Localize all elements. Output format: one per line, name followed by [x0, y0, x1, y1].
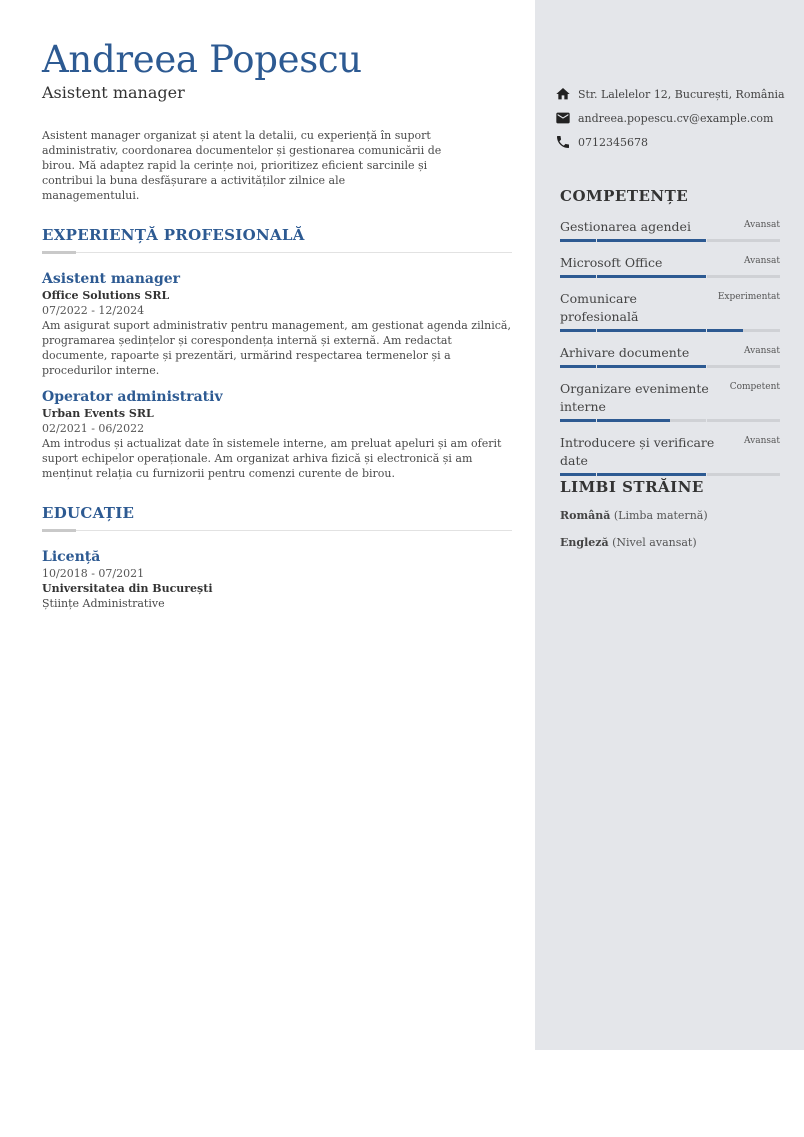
skill-name: Organizare evenimente interne: [560, 381, 709, 414]
contact-info: [555, 82, 795, 154]
skill-bar-segment: [670, 239, 706, 242]
skill-item: [560, 380, 780, 422]
skill-level-bar: [560, 239, 780, 242]
skill-bar-segment: [560, 239, 596, 242]
job-title: Asistent manager: [42, 83, 185, 102]
skills-section: [560, 186, 780, 476]
education-entry: [42, 548, 512, 611]
skill-level-bar: [560, 275, 780, 278]
skill-bar-segment: [597, 239, 633, 242]
skill-level-bar: [560, 419, 780, 422]
email-text[interactable]: andreea.popescu.cv@example.com: [578, 111, 774, 125]
skill-name: Comunicare profesională: [560, 291, 639, 324]
skill-bar-segment: [707, 239, 743, 242]
language-name: Engleză: [560, 536, 609, 549]
section-divider: [42, 251, 512, 254]
mail-icon: [555, 110, 571, 126]
skill-bar-segment: [670, 419, 706, 422]
section-title-skills: COMPETENȚE: [560, 187, 689, 205]
skill-bar-segment: [670, 365, 706, 368]
main-column: [42, 38, 512, 611]
experience-entry: [42, 270, 512, 378]
skill-level: Avansat: [744, 346, 780, 356]
skill-bar-segment: [560, 275, 596, 278]
skill-bar-segment: [707, 329, 743, 332]
skill-bar-segment: [743, 329, 779, 332]
skill-level-bar: [560, 473, 780, 476]
skill-header: [560, 380, 780, 416]
skill-level: Avansat: [744, 256, 780, 266]
section-title-languages: LIMBI STRĂINE: [560, 478, 704, 496]
skill-level: Avansat: [744, 220, 780, 230]
skill-item: [560, 254, 780, 278]
skill-bar-segment: [597, 473, 633, 476]
skill-name: Arhivare documente: [560, 345, 690, 360]
skills-list: [560, 218, 780, 476]
skill-bar-segment: [670, 329, 706, 332]
experience-company: Urban Events SRL: [42, 407, 154, 420]
experience-dates: 07/2022 - 12/2024: [42, 304, 145, 317]
language-level: (Nivel avansat): [612, 536, 697, 549]
skill-header: [560, 218, 780, 236]
language-name: Română: [560, 509, 611, 522]
skill-bar-segment: [597, 329, 633, 332]
address-text: Str. Lalelelor 12, București, România: [578, 87, 785, 101]
education-institution: Universitatea din București: [42, 582, 213, 595]
education-degree: Licență: [42, 549, 101, 565]
skill-bar-segment: [707, 275, 743, 278]
skill-bar-segment: [633, 329, 669, 332]
skill-bar-segment: [560, 329, 596, 332]
skill-header: [560, 434, 780, 470]
profile-summary: Asistent manager organizat și atent la detalii, cu experiență în suport administrativ, coordonarea documentelor și gestionarea comunicării de birou. Mă adaptez rapid la cerințe noi, prioritizez eficient sarcinile și contribui la buna desfășurare a activităților zilnice ale managementului.: [42, 129, 442, 202]
languages-section: [560, 477, 780, 551]
skill-bar-segment: [633, 239, 669, 242]
experience-description: Am introdus și actualizat date în sistemele interne, am preluat apeluri și am oferit suport echipelor operaționale. Am organizat arhiva fizică și electronică și am menținut relația cu furnizorii pentru comenzi curente de birou.: [42, 437, 502, 480]
skill-level: Competent: [729, 382, 780, 392]
skill-bar-segment: [743, 473, 779, 476]
skill-header: [560, 344, 780, 362]
skill-item: [560, 290, 780, 332]
skill-bar-segment: [597, 365, 633, 368]
candidate-name: Andreea Popescu: [42, 38, 362, 81]
sidebar: [535, 0, 804, 1050]
skill-bar-segment: [670, 473, 706, 476]
skill-bar-segment: [743, 275, 779, 278]
skill-bar-segment: [560, 419, 596, 422]
skill-bar-segment: [743, 419, 779, 422]
contact-phone[interactable]: [555, 130, 795, 154]
experience-section: [42, 225, 512, 481]
skill-bar-segment: [670, 275, 706, 278]
skill-level-bar: [560, 365, 780, 368]
skill-name: Microsoft Office: [560, 255, 663, 270]
experience-role: Operator administrativ: [42, 389, 223, 405]
skill-bar-segment: [707, 473, 743, 476]
language-item: [560, 534, 780, 551]
experience-company: Office Solutions SRL: [42, 289, 170, 302]
education-section: [42, 503, 512, 611]
skill-name: Gestionarea agendei: [560, 219, 691, 234]
skill-bar-segment: [633, 275, 669, 278]
phone-text[interactable]: 0712345678: [578, 135, 648, 149]
language-item: [560, 507, 780, 524]
skill-item: [560, 218, 780, 242]
skill-bar-segment: [597, 419, 633, 422]
section-title-education: EDUCAȚIE: [42, 504, 135, 522]
education-dates: 10/2018 - 07/2021: [42, 567, 145, 580]
skill-level-bar: [560, 329, 780, 332]
skill-bar-segment: [707, 419, 743, 422]
skill-bar-segment: [633, 473, 669, 476]
contact-address: [555, 82, 795, 106]
experience-dates: 02/2021 - 06/2022: [42, 422, 145, 435]
skill-bar-segment: [743, 365, 779, 368]
section-divider: [42, 529, 512, 532]
skill-bar-segment: [560, 473, 596, 476]
experience-entry: [42, 388, 512, 481]
skill-item: [560, 344, 780, 368]
skill-bar-segment: [560, 365, 596, 368]
skill-level: Avansat: [744, 436, 780, 446]
home-icon: [555, 86, 571, 102]
skill-bar-segment: [597, 275, 633, 278]
skill-bar-segment: [707, 365, 743, 368]
experience-description: Am asigurat suport administrativ pentru management, am gestionat agenda zilnică, programarea ședințelor și corespondența internă și externă. Am redactat documente, rapoarte și prezentări, urmărind respectarea termenelor și a procedurilor interne.: [42, 319, 511, 377]
education-field: Științe Administrative: [42, 597, 165, 610]
skill-bar-segment: [633, 419, 669, 422]
skill-name: Introducere și verificare date: [560, 435, 715, 468]
skill-bar-segment: [633, 365, 669, 368]
skill-item: [560, 434, 780, 476]
section-title-experience: EXPERIENȚĂ PROFESIONALĂ: [42, 226, 305, 244]
contact-email[interactable]: [555, 106, 795, 130]
experience-role: Asistent manager: [42, 271, 181, 287]
phone-icon: [555, 134, 571, 150]
language-level: (Limba maternă): [613, 509, 708, 522]
skill-header: [560, 254, 780, 272]
skill-bar-segment: [743, 239, 779, 242]
skill-level: Experimentat: [717, 292, 780, 302]
skill-header: [560, 290, 780, 326]
